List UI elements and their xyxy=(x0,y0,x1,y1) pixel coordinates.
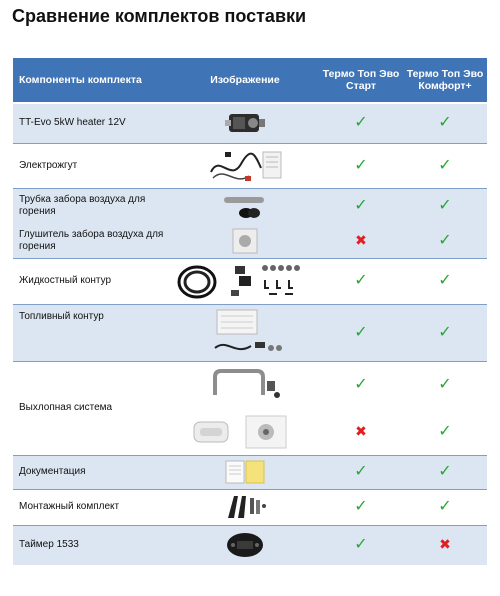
check-icon: ✓ xyxy=(438,323,452,341)
component-label: Электрожгут xyxy=(13,143,171,188)
exhaust-silencer-image xyxy=(190,414,300,450)
component-label: Таймер 1533 xyxy=(13,525,171,565)
header-start: Термо Топ Эво Старт xyxy=(319,58,403,103)
wiring-harness-image xyxy=(205,146,285,186)
check-icon: ✓ xyxy=(354,197,368,215)
coolant-circuit-image xyxy=(173,260,317,302)
check-icon: ✓ xyxy=(438,376,452,394)
page-title: Сравнение комплектов поставки xyxy=(12,6,307,26)
heater-image xyxy=(223,108,267,138)
table-row xyxy=(13,143,487,188)
table-row xyxy=(13,224,487,258)
check-icon: ✓ xyxy=(438,498,452,515)
table-row xyxy=(13,455,487,489)
check-icon: ✓ xyxy=(354,498,368,515)
header-component: Компоненты комплекта xyxy=(13,58,171,103)
header-comfort: Термо Топ Эво Комфорт+ xyxy=(403,58,487,103)
component-label: Выхлопная система xyxy=(13,361,171,455)
check-icon: ✓ xyxy=(438,272,452,289)
cross-icon: ✖ xyxy=(355,422,367,439)
timer-image xyxy=(223,530,267,560)
check-icon: ✓ xyxy=(354,272,368,289)
comparison-table xyxy=(13,58,487,565)
air-intake-tube-image xyxy=(220,191,270,221)
table-row xyxy=(13,188,487,224)
component-label: Топливный контур xyxy=(13,304,171,361)
component-label: Документация xyxy=(13,455,171,489)
check-icon: ✓ xyxy=(438,422,452,440)
check-icon: ✓ xyxy=(354,463,368,480)
silencer-image xyxy=(225,227,265,255)
component-label: Жидкостный контур xyxy=(13,258,171,304)
table-row xyxy=(13,489,487,525)
header-image: Изображение xyxy=(171,58,319,103)
table-row xyxy=(13,304,487,361)
check-icon: ✓ xyxy=(438,114,452,132)
check-icon: ✓ xyxy=(438,231,452,249)
table-row xyxy=(13,258,487,304)
exhaust-pipe-image xyxy=(205,367,285,403)
check-icon: ✓ xyxy=(354,114,368,132)
check-icon: ✓ xyxy=(438,463,452,480)
check-icon: ✓ xyxy=(354,376,368,394)
mounting-kit-image xyxy=(220,492,270,522)
component-label: Глушитель забора воздуха для горения xyxy=(13,224,171,258)
component-label: Трубка забора воздуха для горения xyxy=(13,188,171,224)
check-icon: ✓ xyxy=(354,323,368,341)
table-row xyxy=(13,525,487,565)
check-icon: ✓ xyxy=(354,536,368,554)
check-icon: ✓ xyxy=(354,156,368,174)
check-icon: ✓ xyxy=(438,156,452,174)
documentation-image xyxy=(220,458,270,486)
table-row xyxy=(13,103,487,143)
cross-icon: ✖ xyxy=(439,536,451,553)
component-label: Монтажный комплект xyxy=(13,489,171,525)
cross-icon: ✖ xyxy=(355,231,367,248)
check-icon: ✓ xyxy=(438,197,452,215)
component-label: TT-Evo 5kW heater 12V xyxy=(13,103,171,143)
fuel-circuit-image xyxy=(205,308,285,358)
table-header xyxy=(13,58,487,103)
table-row xyxy=(13,361,487,409)
